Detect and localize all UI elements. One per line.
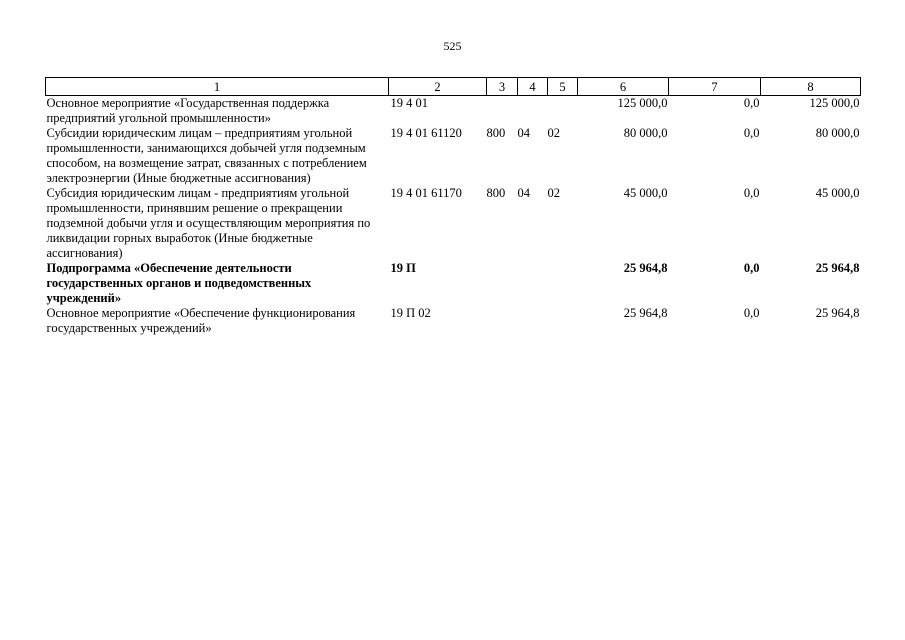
cell-col6: 25 964,8 xyxy=(623,306,668,320)
cell-col4 xyxy=(518,261,548,306)
table-row xyxy=(46,306,861,336)
budget-table xyxy=(45,77,861,336)
page-number: 525 xyxy=(443,39,462,53)
cell-col6: 125 000,0 xyxy=(617,96,668,110)
cell-col6: 25 964,8 xyxy=(623,261,668,275)
cell-col4: 04 xyxy=(517,186,530,200)
cell-col5 xyxy=(548,306,578,336)
table-body xyxy=(46,96,861,337)
cell-col7: 0,0 xyxy=(743,96,760,110)
cell-code: 19 4 01 xyxy=(390,96,428,110)
cell-col8: 25 964,8 xyxy=(815,261,860,275)
cell-code: 19 П xyxy=(390,261,416,275)
cell-code: 19 П 02 xyxy=(390,306,431,320)
column-header: 5 xyxy=(548,78,578,96)
cell-col4 xyxy=(518,96,548,127)
cell-col7: 0,0 xyxy=(743,261,760,275)
cell-col5 xyxy=(548,261,578,306)
cell-col5: 02 xyxy=(547,126,560,140)
cell-name: Основное мероприятие «Государственная поддержка предприятий угольной промышленности» xyxy=(46,96,330,125)
cell-col3: 800 xyxy=(486,186,506,200)
cell-col7: 0,0 xyxy=(743,126,760,140)
table-row xyxy=(46,96,861,127)
column-header: 4 xyxy=(518,78,548,96)
cell-name: Субсидии юридическим лицам – предприятиям угольной промышленности, занимающихся добычей угля подземным способом, на возмещение затрат, связанных с потреблением электроэнергии (Иные бюджетные ассигнования) xyxy=(46,126,367,185)
column-header: 1 xyxy=(46,78,389,96)
column-header: 3 xyxy=(487,78,518,96)
cell-name: Подпрограмма «Обеспечение деятельности государственных органов и подведомственных учреждений» xyxy=(46,261,312,305)
cell-col4 xyxy=(518,306,548,336)
cell-col4: 04 xyxy=(517,126,530,140)
cell-col5 xyxy=(548,96,578,127)
column-header: 6 xyxy=(578,78,669,96)
table-row xyxy=(46,186,861,261)
table-row xyxy=(46,126,861,186)
cell-col8: 25 964,8 xyxy=(815,306,860,320)
cell-col3 xyxy=(487,96,518,127)
cell-col8: 45 000,0 xyxy=(815,186,860,200)
cell-col3 xyxy=(487,261,518,306)
cell-col3 xyxy=(487,306,518,336)
cell-col7: 0,0 xyxy=(743,306,760,320)
column-header: 8 xyxy=(761,78,861,96)
cell-col6: 80 000,0 xyxy=(623,126,668,140)
cell-code: 19 4 01 61120 xyxy=(390,126,462,140)
cell-col8: 125 000,0 xyxy=(809,96,860,110)
cell-name: Субсидия юридическим лицам - предприятиям угольной промышленности, принявшим решение о прекращении подземной добычи угля и осуществляющим мероприятия по ликвидации горных выработок (Иные бюджетные ассигнования) xyxy=(46,186,371,260)
table-header-row xyxy=(46,78,861,96)
cell-col5: 02 xyxy=(547,186,560,200)
cell-code: 19 4 01 61170 xyxy=(390,186,462,200)
column-header: 7 xyxy=(669,78,761,96)
cell-name: Основное мероприятие «Обеспечение функционирования государственных учреждений» xyxy=(46,306,356,335)
cell-col7: 0,0 xyxy=(743,186,760,200)
column-header: 2 xyxy=(389,78,487,96)
cell-col8: 80 000,0 xyxy=(815,126,860,140)
table-row xyxy=(46,261,861,306)
cell-col3: 800 xyxy=(486,126,506,140)
cell-col6: 45 000,0 xyxy=(623,186,668,200)
